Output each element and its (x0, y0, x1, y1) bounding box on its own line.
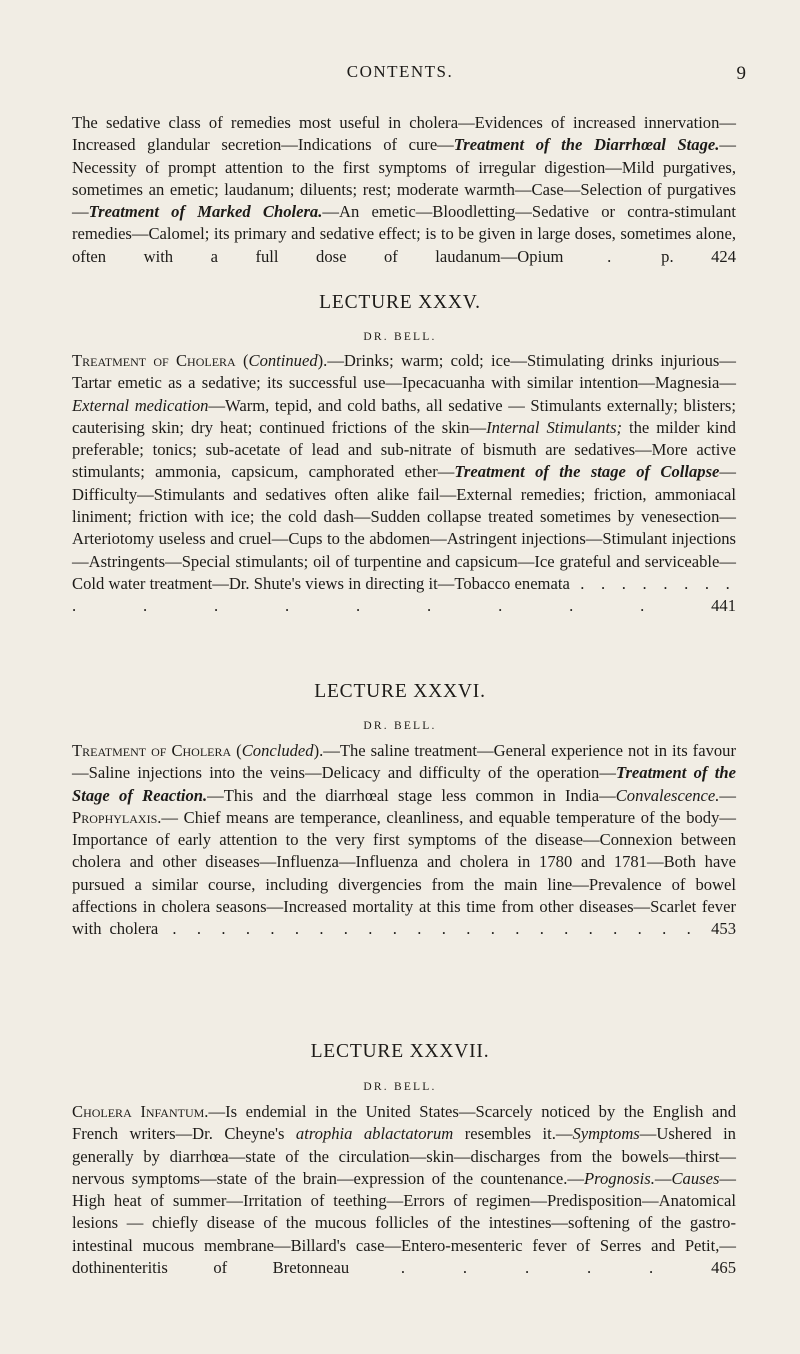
entry-page-ref: 453 (711, 919, 736, 939)
entry-heading: Cholera Infantum. (72, 1102, 209, 1121)
page-number: 9 (736, 63, 746, 84)
lecture-author: DR. BELL. (363, 331, 437, 343)
dot-leader: . . . . . . . . . . . . . . . . . (72, 573, 736, 616)
running-head (0, 62, 800, 84)
lecture-entry (72, 350, 736, 618)
lecture-author: DR. BELL. (363, 1081, 437, 1093)
lecture-title: LECTURE XXXVI. (314, 681, 486, 702)
intro-paragraph: The sedative class of remedies most useful in cholera—Evidences of increased innervation—Increased glandular secretion—Indications of cure—Treatment of the Diarrhœal Stage.—Necessity of prompt attention to the first symptoms of irregular digestion—Mild purgatives, sometimes an emetic; laudanum; diluents; rest; moderate warmth—Case—Selection of purgatives—Treatment of Marked Cholera.—An emetic—Bloodletting—Sedative or contra-stimulant remedies—Calomel; its primary and sedative effect; is to be given in large doses, sometimes alone, often with a full dose of laudanum—Opium . p. 424 (72, 113, 737, 266)
dot-leader: . . . . . . . . . . . . . . . . . . . . . . (158, 919, 712, 939)
intro-heading-diarrhoeal: Treatment of the Diarrhœal Stage. (453, 135, 720, 155)
lecture-paragraph: Treatment of Cholera (Concluded).—The saline treatment—General experience not in its favour—Saline injections into the veins—Delicacy and difficulty of the operation—Treatment of the Stage of Reaction.—This and the diarrhœal stage less common in India—Convalescence.—Prophylaxis.— Chief means are temperance, cleanliness, and equable temperature of the body—Importance of early attention to the very first symptoms of the disease—Connexion between cholera and other diseases—Influenza—Influenza and cholera in 1780 and 1781—Both have pursued a similar course, including divergencies from the main line—Prevalence of bowel affections in cholera seasons—Increased mortality at this time from other diseases—Scarlet fever with cholera . . . . . . . . . . . . . . . . . . . . . . 453 (72, 741, 736, 939)
intro-heading-marked: Treatment of Marked Cholera. (88, 202, 323, 222)
entry-heading: Treatment of Cholera (72, 741, 232, 760)
entry-page-ref: p. 424 (661, 246, 737, 266)
lecture-entry (72, 1101, 736, 1279)
dot-leader: . . . . . (349, 1258, 712, 1278)
entry-page-ref: 465 (711, 1258, 736, 1278)
entry-heading: Treatment of Cholera (72, 351, 236, 370)
lecture-paragraph: Treatment of Cholera (Continued).—Drinks; warm; cold; ice—Stimulating drinks injurious—Tartar emetic as a sedative; its successful use—Ipecacuanha with similar intention—Magnesia—External medication—Warm, tepid, and cold baths, all sedative — Stimulants externally; blisters; cauterising skin; dry heat; continued frictions of the skin—Internal Stimulants; the milder kind preferable; tonics; sub-acetate of lead and sub-nitrate of bismuth are sedatives—More active stimulants; ammonia, capsicum, camphorated ether—Treatment of the stage of Collapse—Difficulty—Stimulants and sedatives often alike fail—External remedies; friction, ammoniacal liniment; friction with ice; the cold dash—Sudden collapse treated sometimes by venesection—Arteriotomy useless and cruel—Cups to the abdomen—Astringent injections—Stimulant injections—Astringents—Special stimulants; oil of turpentine and capsicum—Ice grateful and serviceable—Cold water treatment—Dr. Shute's views in directing it—Tobacco enemata . . . . . . . . . . . . . . . . . 441 (72, 351, 736, 616)
lecture-paragraph: Cholera Infantum.—Is endemial in the United States—Scarcely noticed by the English and French writers—Dr. Cheyne's atrophia ablactatorum resembles it.—Symptoms—Ushered in generally by diarrhœa—state of the circulation—skin—discharges from the bowels—thirst—nervous symptoms—state of the brain—expression of the countenance.—Prognosis.—Causes—High heat of summer—Irritation of teething—Errors of regimen—Predisposition—Anatomical lesions — chiefly disease of the mucous follicles of the intestines—softening of the gastro-intestinal mucous membrane—Billard's case—Entero-mesenteric fever of Serres and Petit,—dothinenteritis of Bretonneau . . . . . 465 (72, 1102, 737, 1278)
lecture-author: DR. BELL. (363, 720, 437, 732)
lecture-title: LECTURE XXXVII. (310, 1041, 490, 1062)
lecture-title: LECTURE XXXV. (319, 292, 481, 313)
entry-page-ref: 441 (711, 596, 736, 616)
intro-entry (72, 112, 736, 268)
lecture-entry (72, 740, 736, 941)
running-title: CONTENTS. (346, 62, 454, 81)
dot-leader: . (563, 246, 662, 266)
